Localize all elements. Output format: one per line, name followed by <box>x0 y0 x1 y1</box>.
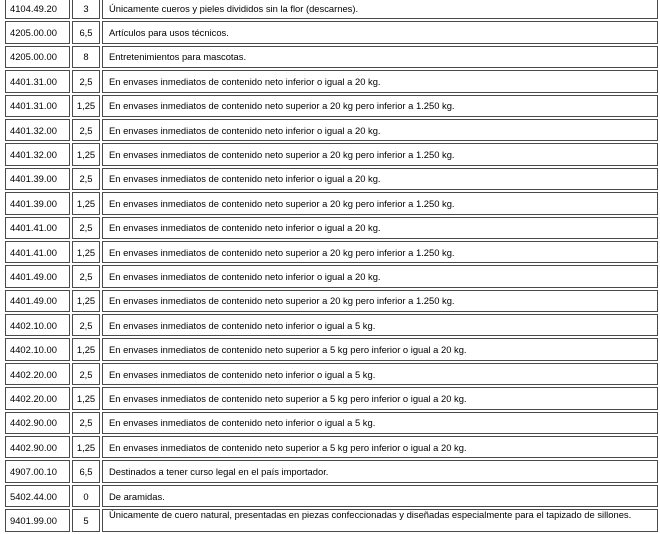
table-row <box>5 363 658 385</box>
tariff-code-cell: 4401.32.00 <box>5 119 70 141</box>
description-cell: En envases inmediatos de contenido neto superior a 20 kg pero inferior a 1.250 kg. <box>102 95 658 117</box>
table-row <box>5 143 658 165</box>
table-row <box>5 338 658 360</box>
description-cell: En envases inmediatos de contenido neto inferior o igual a 20 kg. <box>102 119 658 141</box>
tariff-code-cell: 4402.20.00 <box>5 363 70 385</box>
table-row <box>5 509 658 532</box>
tariff-code-cell: 4401.49.00 <box>5 290 70 312</box>
tariff-code-cell: 4401.32.00 <box>5 143 70 165</box>
rate-cell: 0 <box>72 485 100 507</box>
table-row <box>5 460 658 482</box>
description-cell: En envases inmediatos de contenido neto inferior o igual a 5 kg. <box>102 314 658 336</box>
rate-cell: 1,25 <box>72 338 100 360</box>
tariff-code-cell: 4401.39.00 <box>5 192 70 214</box>
rate-cell: 1,25 <box>72 241 100 263</box>
table-row <box>5 119 658 141</box>
rate-cell: 2,5 <box>72 412 100 434</box>
tariff-code-cell: 4402.10.00 <box>5 338 70 360</box>
rate-cell: 3 <box>72 0 100 19</box>
tariff-table-body <box>5 0 658 532</box>
tariff-code-cell: 4401.49.00 <box>5 265 70 287</box>
table-row <box>5 21 658 43</box>
rate-cell: 2,5 <box>72 70 100 92</box>
description-cell: En envases inmediatos de contenido neto inferior o igual a 20 kg. <box>102 168 658 190</box>
description-cell: Artículos para usos técnicos. <box>102 21 658 43</box>
description-cell: En envases inmediatos de contenido neto inferior o igual a 20 kg. <box>102 265 658 287</box>
table-row <box>5 290 658 312</box>
description-cell: En envases inmediatos de contenido neto inferior o igual a 5 kg. <box>102 412 658 434</box>
tariff-code-cell: 5402.44.00 <box>5 485 70 507</box>
rate-cell: 1,25 <box>72 143 100 165</box>
rate-cell: 1,25 <box>72 387 100 409</box>
table-row <box>5 314 658 336</box>
rate-cell: 2,5 <box>72 168 100 190</box>
tariff-table <box>3 0 660 534</box>
description-cell: En envases inmediatos de contenido neto superior a 20 kg pero inferior a 1.250 kg. <box>102 192 658 214</box>
table-row <box>5 70 658 92</box>
table-row <box>5 0 658 19</box>
tariff-code-cell: 4401.31.00 <box>5 95 70 117</box>
table-row <box>5 241 658 263</box>
tariff-code-cell: 4402.90.00 <box>5 436 70 458</box>
description-cell: Únicamente de cuero natural, presentadas en piezas confeccionadas y diseñadas especialmente para el tapizado de sillones. <box>102 509 658 532</box>
description-cell: Destinados a tener curso legal en el país importador. <box>102 460 658 482</box>
description-cell: Únicamente cueros y pieles divididos sin la flor (descarnes). <box>102 0 658 19</box>
rate-cell: 5 <box>72 509 100 532</box>
tariff-code-cell: 4402.20.00 <box>5 387 70 409</box>
table-row <box>5 95 658 117</box>
table-row <box>5 168 658 190</box>
description-cell: En envases inmediatos de contenido neto superior a 5 kg pero inferior o igual a 20 kg. <box>102 338 658 360</box>
table-row <box>5 217 658 239</box>
tariff-code-cell: 4907.00.10 <box>5 460 70 482</box>
rate-cell: 1,25 <box>72 192 100 214</box>
rate-cell: 2,5 <box>72 265 100 287</box>
table-row <box>5 436 658 458</box>
rate-cell: 6,5 <box>72 21 100 43</box>
rate-cell: 2,5 <box>72 314 100 336</box>
table-row <box>5 192 658 214</box>
description-cell: En envases inmediatos de contenido neto superior a 20 kg pero inferior a 1.250 kg. <box>102 241 658 263</box>
description-cell: Entretenimientos para mascotas. <box>102 46 658 68</box>
rate-cell: 1,25 <box>72 290 100 312</box>
description-cell: En envases inmediatos de contenido neto superior a 20 kg pero inferior a 1.250 kg. <box>102 143 658 165</box>
tariff-code-cell: 4205.00.00 <box>5 46 70 68</box>
description-cell: En envases inmediatos de contenido neto superior a 20 kg pero inferior a 1.250 kg. <box>102 290 658 312</box>
description-cell: En envases inmediatos de contenido neto superior a 5 kg pero inferior o igual a 20 kg. <box>102 387 658 409</box>
rate-cell: 6,5 <box>72 460 100 482</box>
description-cell: En envases inmediatos de contenido neto superior a 5 kg pero inferior o igual a 20 kg. <box>102 436 658 458</box>
description-cell: En envases inmediatos de contenido neto inferior o igual a 20 kg. <box>102 217 658 239</box>
description-cell: En envases inmediatos de contenido neto inferior o igual a 5 kg. <box>102 363 658 385</box>
tariff-code-cell: 4104.49.20 <box>5 0 70 19</box>
rate-cell: 1,25 <box>72 95 100 117</box>
tariff-code-cell: 4205.00.00 <box>5 21 70 43</box>
rate-cell: 2,5 <box>72 119 100 141</box>
rate-cell: 2,5 <box>72 363 100 385</box>
rate-cell: 8 <box>72 46 100 68</box>
rate-cell: 1,25 <box>72 436 100 458</box>
tariff-code-cell: 9401.99.00 <box>5 509 70 532</box>
tariff-code-cell: 4402.10.00 <box>5 314 70 336</box>
table-row <box>5 387 658 409</box>
tariff-code-cell: 4401.41.00 <box>5 241 70 263</box>
tariff-code-cell: 4402.90.00 <box>5 412 70 434</box>
table-row <box>5 46 658 68</box>
description-cell: De aramidas. <box>102 485 658 507</box>
tariff-code-cell: 4401.31.00 <box>5 70 70 92</box>
table-row <box>5 265 658 287</box>
description-cell: En envases inmediatos de contenido neto inferior o igual a 20 kg. <box>102 70 658 92</box>
tariff-code-cell: 4401.41.00 <box>5 217 70 239</box>
rate-cell: 2,5 <box>72 217 100 239</box>
table-row <box>5 485 658 507</box>
tariff-code-cell: 4401.39.00 <box>5 168 70 190</box>
table-row <box>5 412 658 434</box>
